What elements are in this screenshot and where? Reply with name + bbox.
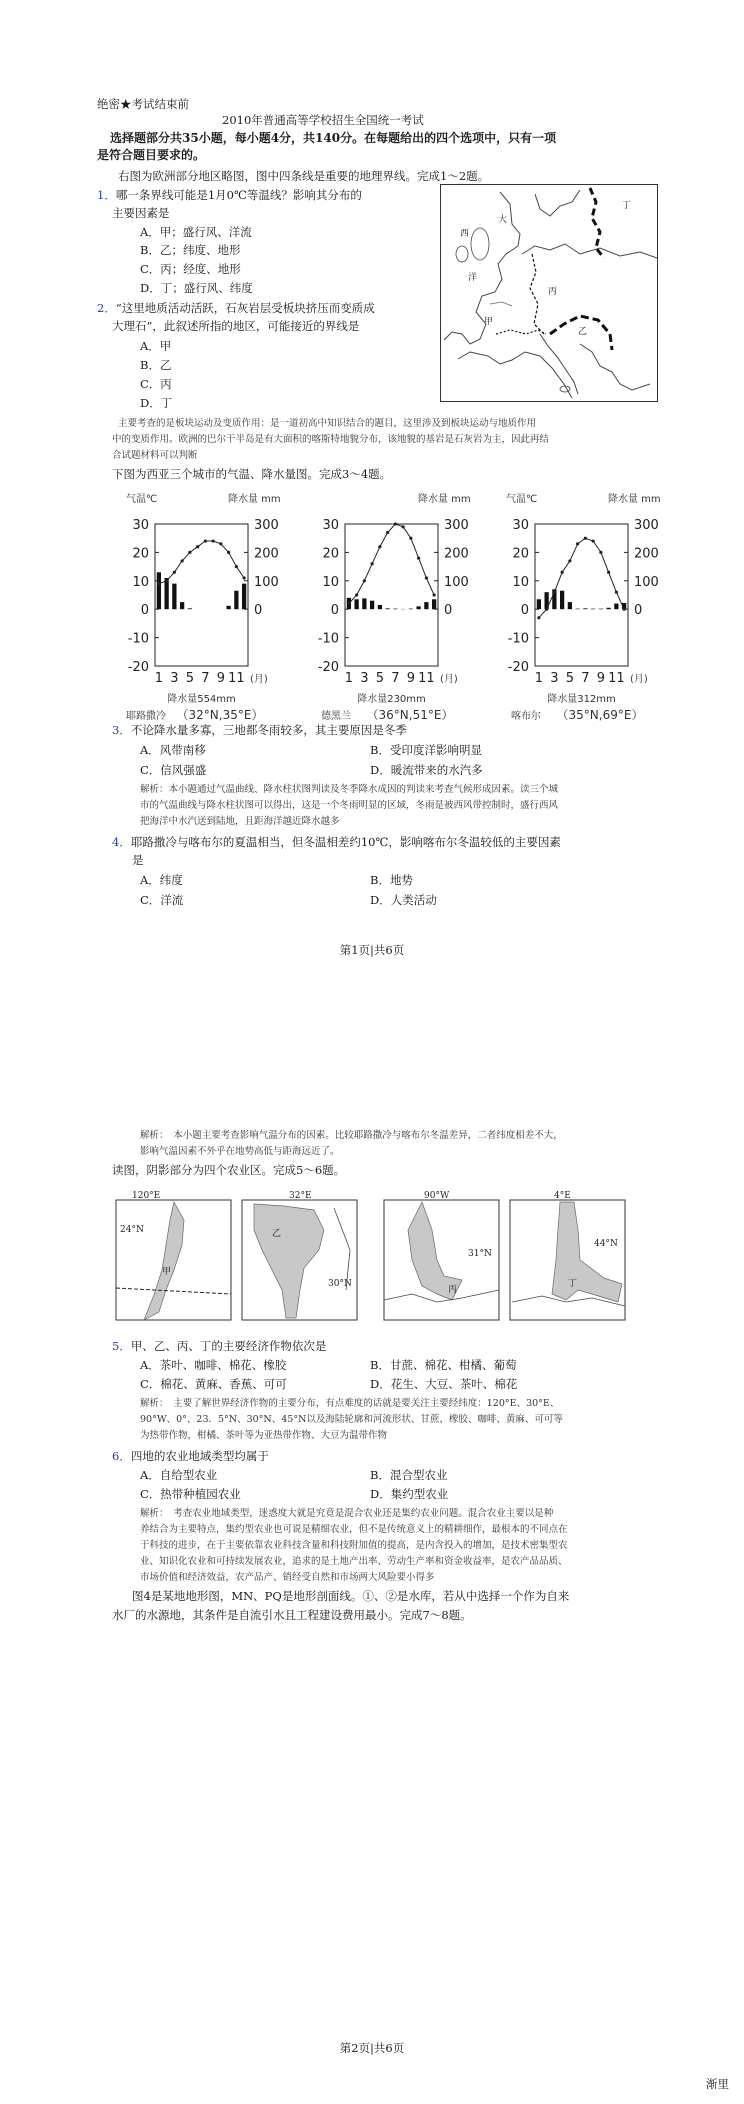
question-6 [112,1448,269,1464]
precip-bar [362,598,366,609]
y-right-tick: 0 [634,603,643,619]
map-label-xi: 西 [460,229,470,239]
city-coords-label: （32°N,35°E） [176,708,264,722]
y-left-tick: 20 [322,546,339,562]
q5-option-c[interactable]: C．棉花、黄麻、香蕉、可可 [140,1377,287,1391]
temperature-point [243,576,246,579]
q3-option-d[interactable]: D．暖流带来的水汽多 [370,763,483,777]
y-left-axis-label: 气温℃ [126,494,158,505]
x-unit-label: (月) [440,674,458,685]
precip-total-label: 降水量554mm [167,694,236,705]
y-right-tick: 100 [634,574,659,590]
y-left-axis-label: 气温℃ [506,494,538,505]
y-left-tick: 0 [140,603,149,619]
q6-explanation-line1: 解析： 考查农业地域类型，迷惑度大就是究竟是混合农业还是集约农业问题。混合农业主要以是种 [140,1508,554,1519]
q1-option-a[interactable]: A．甲；盛行风、洋流 [140,225,252,239]
q6-explanation-line5: 市场价值和经济效益，农产品产、销经受自然和市场两大风险要小得多 [140,1572,435,1583]
chart-frame [535,524,628,666]
temperature-point [355,593,358,596]
map-3-lon: 90°W [424,1191,450,1201]
q3-option-b[interactable]: B．受印度洋影响明显 [370,743,482,757]
temperature-point [235,565,238,568]
question-text: “这里地质活动活跃，石灰岩层受板块挤压而变质成 [115,301,375,315]
q4-explanation-line1: 解析： 本小题主要考查影响气温分布的因素。比较耶路撒冷与喀布尔冬温差异，二者纬度相差不大， [140,1130,563,1141]
x-tick: 3 [360,671,369,686]
map-3-region: 丙 [448,1285,458,1295]
y-right-axis-label: 降水量 mm [608,494,661,505]
city-name-label: 耶路撒冷 [126,711,166,722]
precip-bar [164,578,168,609]
map-label-yang: 洋 [468,273,478,283]
precip-total-label: 降水量230mm [357,694,426,705]
map-label-da: 大 [498,215,508,225]
y-right-tick: 300 [634,518,659,533]
temperature-point [584,537,587,540]
y-left-tick: 30 [132,518,149,533]
question-text: 甲、乙、丙、丁的主要经济作物依次是 [130,1339,327,1353]
temperature-point [417,556,420,559]
temperature-point [623,608,626,611]
climate-charts [110,488,680,722]
map-label-jia: 甲 [484,317,494,327]
q6-explanation-line3: 于科技的进步，在于主要依靠农业科技含量和科技附加值的提高，是内含投入的增加，是技术密集型农 [140,1540,568,1551]
map-1-lon: 120°E [132,1191,161,1201]
page-2-footer: 第2页|共6页 [339,2041,405,2055]
x-tick: 11 [228,671,245,686]
y-left-tick: 30 [512,518,529,533]
q2-option-b[interactable]: B．乙 [140,358,172,372]
q3-explanation-line1: 解析：本小题通过气温曲线、降水柱状图判读及冬季降水成因的判读来考查气候形成因素。读三个城 [140,784,559,795]
question-text: 哪一条界线可能是1月0℃等温线？影响其分布的 [115,188,362,202]
precip-bar [385,608,389,609]
x-tick: 5 [565,671,575,686]
map-4-lat: 44°N [594,1239,618,1249]
y-left-tick: 20 [512,546,529,562]
q5-option-b[interactable]: B．甘蔗、棉花、柑橘、葡萄 [370,1358,517,1372]
q4-explanation-line2: 影响气温因素不外乎在地势高低与距海远近了。 [140,1146,340,1157]
temperature-point [219,542,222,545]
question-5 [112,1338,326,1354]
precip-bar [424,602,428,609]
precip-bar [180,602,184,609]
precip-bar [188,608,192,609]
q3-option-c[interactable]: C．信风强盛 [140,763,207,777]
y-right-tick: 200 [444,546,469,562]
x-unit-label: (月) [630,674,648,685]
temperature-point [402,525,405,528]
map-1-lat: 24°N [120,1225,144,1235]
temperature-point [394,522,397,525]
q3-option-a[interactable]: A．风带南移 [140,743,206,757]
x-tick: 7 [201,671,210,686]
temperature-point [196,545,199,548]
question-number: 5． [112,1339,131,1353]
temperature-point [615,591,618,594]
confidential-header: 绝密★考试结束前 [97,97,189,111]
q6-option-c[interactable]: C．热带种植园农业 [140,1487,241,1501]
temperature-point [165,579,168,582]
question-2 [97,300,375,316]
x-tick: 9 [216,671,226,686]
question-2-text-cont: 大理石”，此叙述所指的地区，可能接近的界线是 [112,319,360,333]
precip-bar [432,599,436,609]
temperature-point [181,559,184,562]
exam-title: 2010年普通高等学校招生全国统一考试 [222,113,424,127]
precip-bar [599,609,603,610]
precip-bar [157,572,161,609]
map-1-region: 甲 [162,1267,172,1277]
intro-q5-6: 读图，阴影部分为四个农业区。完成5～6题。 [112,1163,346,1177]
map-label-bing: 丙 [548,287,558,297]
question-1 [97,187,362,203]
q6-option-b[interactable]: B．混合型农业 [370,1468,448,1482]
x-tick: 11 [608,671,625,686]
x-tick: 11 [418,671,435,686]
x-tick: 7 [581,671,590,686]
precip-bar [416,606,420,609]
map-2-lon: 32°E [289,1191,312,1201]
instructions-line2: 是符合题目要求的。 [97,148,206,162]
precip-bar [378,605,382,609]
map-3-frame [384,1200,499,1320]
q1-option-c[interactable]: C．丙；经度、地形 [140,262,241,276]
instructions-line1: 选择题部分共35小题，每小题4分，共140分。在每题给出的四个选项中，只有一项 [110,131,557,145]
precip-bar [575,609,579,610]
y-left-tick: 0 [330,603,339,619]
q4-option-b[interactable]: B．地势 [370,873,413,887]
q3-explanation-line3: 把海洋中水汽送到陆地，且距海洋越近降水越多 [140,816,340,827]
y-right-tick: 200 [254,546,279,562]
q6-option-a[interactable]: A．自给型农业 [140,1468,218,1482]
q2-option-a[interactable]: A．甲 [140,339,172,353]
x-unit-label: (月) [250,674,268,685]
precip-bar [226,606,230,609]
q4-option-d[interactable]: D．人类活动 [370,893,437,907]
x-tick: 9 [596,671,606,686]
question-1-text-cont: 主要因素是 [112,206,170,220]
q5-option-a[interactable]: A．茶叶、咖啡、棉花、橡胶 [140,1358,287,1372]
temperature-point [433,593,436,596]
y-left-tick: 10 [322,574,339,590]
y-left-tick: -10 [127,631,149,647]
map-label-yi: 乙 [578,327,588,337]
corner-mark: 渐里 [706,2077,729,2091]
y-right-tick: 100 [444,574,469,590]
x-tick: 1 [534,671,544,686]
temperature-point [363,579,366,582]
question-number: 1． [97,188,116,202]
temperature-point [592,539,595,542]
temperature-point [173,571,176,574]
precip-bar [606,608,610,609]
question-number: 2． [97,301,116,315]
temperature-point [545,608,548,611]
temperature-point [568,559,571,562]
precip-bar [568,602,572,609]
q5-explanation-line2: 90°W、0°、23．5°N、30°N、45°N以及海陆轮廓和河流形状、甘蔗、橡胶、咖啡、黄麻、可可等 [140,1414,563,1425]
y-left-tick: -10 [317,631,339,647]
q2-explanation-line1: 主要考查的是板块运动及变质作用：是一道初高中知识结合的题目，这里涉及到板块运动与地质作用 [118,418,537,429]
question-text: 耶路撒冷与喀布尔的夏温相当，但冬温相差约10℃，影响喀布尔冬温较低的主要因素 [130,835,561,849]
q6-explanation-line4: 业、知识化农业和可持续发展农业，追求的是土地产出率、劳动生产率和资金收益率，是农产品品质、 [140,1556,568,1567]
x-tick: 7 [391,671,400,686]
temperature-point [561,571,564,574]
temperature-point [204,539,207,542]
q6-explanation-line2: 养结合为主要特点，集约型农业也可说是精细农业，但不是传统意义上的精耕细作，最根本的不同点在 [140,1524,568,1535]
precip-bar [354,599,358,609]
x-tick: 1 [154,671,164,686]
question-number: 3． [112,723,131,737]
precip-bar [614,604,618,610]
page-1-footer: 第1页|共6页 [339,943,405,957]
y-left-tick: 20 [132,546,149,562]
temperature-point [409,537,412,540]
q4-option-c[interactable]: C．洋流 [140,893,184,907]
y-left-tick: -10 [507,631,529,647]
precip-bar [393,609,397,610]
y-right-axis-label: 降水量 mm [228,494,281,505]
city-coords-label: （35°N,69°E） [556,708,644,722]
q2-explanation-line2: 中的变质作用。欧洲的巴尔干半岛是有大面积的喀斯特地貌分布，该地貌的基岩是石灰岩为主，因此再结 [112,434,550,445]
temperature-point [386,531,389,534]
city-name-label: 喀布尔 [511,711,541,722]
temperature-point [157,582,160,585]
q5-explanation-line1: 解析： 主要了解世界经济作物的主要分布，有点难度的话就是要关注主要经纬度：120°E、30°E、 [140,1398,560,1409]
q1-option-b[interactable]: B．乙；纬度、地形 [140,243,241,257]
city-coords-label: （36°N,51°E） [366,708,454,722]
question-text: 不论降水量多寡，三地都冬雨较多，其主要原因是冬季 [130,723,407,737]
precip-total-label: 降水量312mm [547,694,616,705]
precip-bar [242,584,246,610]
x-tick: 3 [550,671,559,686]
y-right-tick: 100 [254,574,279,590]
question-4-text-cont: 是 [132,853,144,867]
q3-explanation-line2: 市的气温曲线与降水柱状图可以得出，这是一个冬雨明显的区域，冬雨是被西风带控制时，盛行西风 [140,800,559,811]
city-name-label: 德黑兰 [321,711,351,722]
temperature-point [378,545,381,548]
temperature-point [371,562,374,565]
precip-bar [409,609,413,610]
q2-explanation-line3: 合试题材料可以判断 [112,450,198,461]
map-4-lon: 4°E [554,1191,571,1201]
y-right-tick: 0 [444,603,453,619]
precip-bar [537,599,541,609]
intro-q7-8-line2: 水厂的水源地，其条件是自流引水且工程建设费用最小。完成7～8题。 [112,1608,472,1622]
q4-option-a[interactable]: A．纬度 [140,873,183,887]
intro-q3-4: 下图为西亚三个城市的气温、降水量图。完成3～4题。 [112,467,392,481]
y-left-tick: 0 [520,603,529,619]
y-left-tick: -20 [507,660,529,675]
question-3 [112,722,407,738]
temperature-point [212,539,215,542]
y-right-tick: 300 [254,518,279,533]
y-right-axis-label: 降水量 mm [418,494,471,505]
q2-option-d[interactable]: D．丁 [140,396,173,410]
intro-q7-8-line1: 图4是某地地形图，MN、PQ是地形剖面线。①、②是水库，若从中选择一个作为自来 [132,1589,570,1603]
temperature-point [607,571,610,574]
x-tick: 5 [185,671,195,686]
y-left-tick: -20 [127,660,149,675]
map-2-lat: 30°N [328,1279,352,1289]
y-right-tick: 200 [634,546,659,562]
chart-frame [345,524,438,666]
precip-bar [560,591,564,609]
x-tick: 1 [344,671,354,686]
precip-bar [370,601,374,610]
precip-bar [591,609,595,610]
map-label-ding: 丁 [622,201,632,211]
x-tick: 3 [170,671,179,686]
y-left-tick: 10 [512,574,529,590]
temperature-point [576,542,579,545]
agri-maps-left [114,1190,364,1325]
q1-option-d[interactable]: D．丁；盛行风、纬度 [140,281,253,295]
y-left-tick: 30 [322,518,339,533]
q5-option-d[interactable]: D．花生、大豆、茶叶、棉花 [370,1377,518,1391]
temperature-point [553,591,556,594]
y-left-tick: 10 [132,574,149,590]
map-4-region: 丁 [568,1279,578,1289]
question-number: 6． [112,1449,131,1463]
temperature-point [227,551,230,554]
europe-map [440,184,658,402]
precip-bar [583,608,587,609]
temperature-point [599,551,602,554]
question-text: 四地的农业地域类型均属于 [130,1449,269,1463]
q2-option-c[interactable]: C．丙 [140,377,172,391]
question-number: 4． [112,835,131,849]
chart-frame [155,524,248,666]
y-left-tick: -20 [317,660,339,675]
intro-q1-2: 右图为欧洲部分地区略图，图中四条线是重要的地理界线。完成1～2题。 [118,169,490,183]
precip-bar [234,591,238,609]
y-right-tick: 0 [254,603,263,619]
y-right-tick: 300 [444,518,469,533]
precip-bar [172,584,176,610]
temperature-point [188,551,191,554]
x-tick: 9 [406,671,416,686]
q6-option-d[interactable]: D．集约型农业 [370,1487,449,1501]
temperature-point [347,602,350,605]
temperature-point [425,576,428,579]
x-tick: 5 [375,671,385,686]
agri-maps-right [382,1190,632,1325]
q5-explanation-line3: 为热带作物，柑橘、茶叶等为亚热带作物、大豆为温带作物 [140,1430,388,1441]
question-4 [112,834,561,850]
temperature-point [537,616,540,619]
map-3-lat: 31°N [468,1249,492,1259]
map-2-region: 乙 [272,1229,282,1239]
